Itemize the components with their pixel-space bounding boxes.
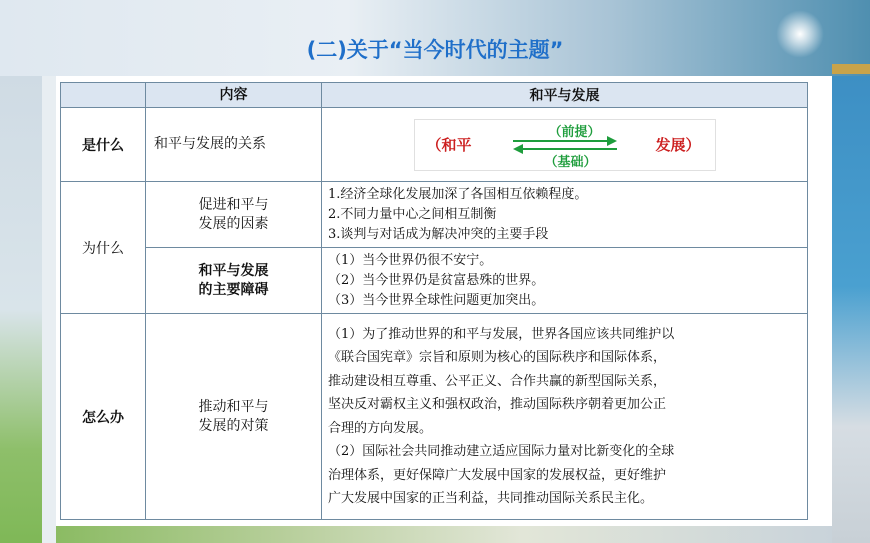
table-row-why-obstacles — [61, 248, 808, 314]
relation-diagram — [414, 119, 716, 171]
relation-peace: （和平 — [426, 135, 472, 154]
header-blank-cell — [61, 83, 146, 108]
relation-premise: （前提） — [548, 124, 601, 140]
obstacles-list — [322, 248, 808, 314]
table-row-how — [61, 314, 808, 520]
factors-list — [322, 182, 808, 248]
list-item: 1.经济全球化发展加深了各国相互依赖程度。 — [328, 186, 588, 202]
row-item-how: 推动和平与 发展的对策 — [146, 314, 322, 520]
row-item-obstacles: 和平与发展 的主要障碍 — [146, 248, 322, 314]
row-label-how: 怎么办 — [61, 314, 146, 520]
relation-foundation: （基础） — [544, 154, 597, 170]
topic-table — [60, 82, 808, 520]
bottom-decor-bar — [56, 526, 832, 543]
relation-development: 发展） — [655, 135, 701, 154]
table-header-row — [61, 83, 808, 108]
list-item: （3）当今世界全球性问题更加突出。 — [328, 292, 545, 308]
header-value: 和平与发展 — [322, 83, 808, 108]
left-inner-stripe — [42, 76, 56, 543]
relation-diagram-cell — [322, 108, 808, 182]
left-decor-stripe — [0, 76, 42, 543]
header-content: 内容 — [146, 83, 322, 108]
row-item-what: 和平与发展的关系 — [146, 108, 322, 182]
measures-text: （1）为了推动世界的和平与发展，世界各国应该共同维护以 《联合国宪章》宗旨和原则为核心的国际秩序和国际体系， 推动建设相互尊重、公平正义、合作共赢的新型国际关系， 坚决反对霸权主义和强权政治，推动国际秩序朝着更加公正 合理的方向发展。 （2）国际社会共同推动建立适应国际力量对比新变化的全球 治理体系，更好保障广大发展中国家的发展权益，更好维护 广大发展中国家的正当利益，共同推动国际关系民主化。 — [322, 314, 808, 520]
list-item: （1）当今世界仍很不安宁。 — [328, 252, 493, 268]
row-label-why: 为什么 — [61, 182, 146, 314]
right-decor-stripe — [832, 76, 870, 543]
gold-accent-bar — [832, 64, 870, 74]
row-label-what: 是什么 — [61, 108, 146, 182]
list-item: 3.谈判与对话成为解决冲突的主要手段 — [328, 226, 549, 242]
slide-title: (二)关于“当今时代的主题” — [306, 38, 564, 62]
row-item-factors: 促进和平与 发展的因素 — [146, 182, 322, 248]
table-row-what — [61, 108, 808, 182]
list-item: 2.不同力量中心之间相互制衡 — [328, 206, 497, 222]
list-item: （2）当今世界仍是贫富悬殊的世界。 — [328, 272, 545, 288]
table-row-why-factors — [61, 182, 808, 248]
